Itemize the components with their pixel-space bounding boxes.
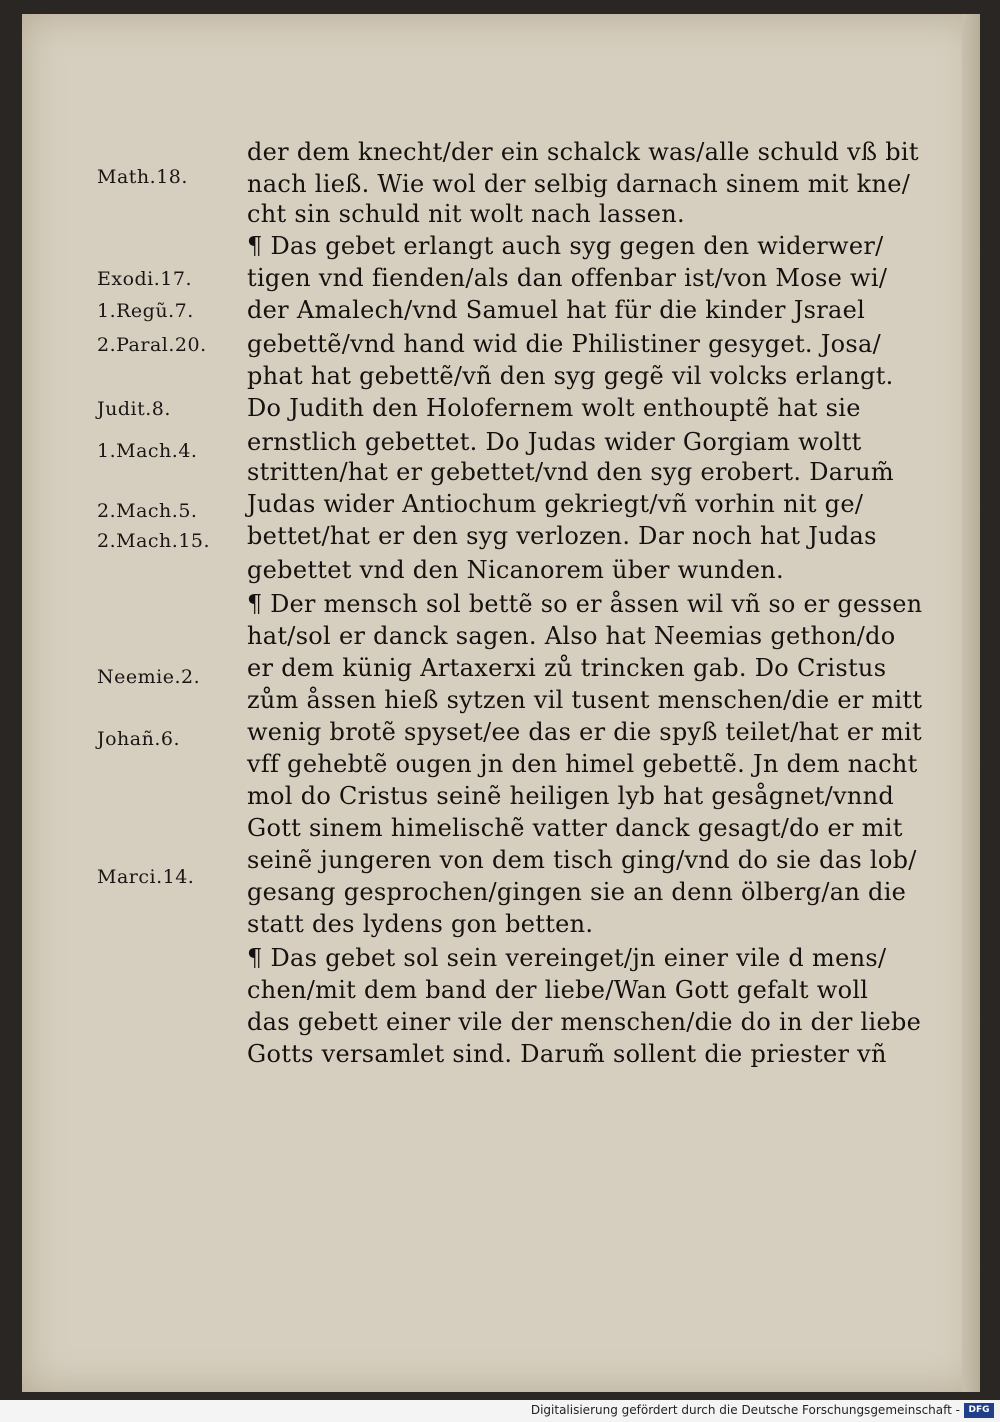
- margin-reference: 2.Mach.5.: [97, 500, 198, 522]
- text-line: Gott sinem himelischẽ vatter danck gesagt/do er mit: [247, 814, 903, 842]
- text-line: Gotts versamlet sind. Darum̃ sollent die priester vñ: [247, 1040, 887, 1068]
- text-line: gebettẽ/vnd hand wid die Philistiner gesyget. Josa/: [247, 330, 882, 358]
- text-line: Judas wider Antiochum gekriegt/vñ vorhin nit ge/: [247, 490, 864, 518]
- margin-reference: 2.Paral.20.: [97, 334, 207, 356]
- margin-reference: Judit.8.: [97, 398, 171, 420]
- margin-reference: Math.18.: [97, 166, 188, 188]
- text-line: stritten/hat er gebettet/vnd den syg erobert. Darum̃: [247, 458, 894, 486]
- text-line: wenig brotẽ spyset/ee das er die spyß teilet/hat er mit: [247, 718, 922, 746]
- footer-bar: [0, 1400, 1000, 1422]
- funding-credit: Digitalisierung gefördert durch die Deutsche Forschungsgemeinschaft -: [530, 1403, 960, 1417]
- text-line: der dem knecht/der ein schalck was/alle schuld vß bit: [247, 138, 919, 166]
- text-line: tigen vnd fienden/als dan offenbar ist/von Mose wi/: [247, 264, 888, 292]
- text-line: bettet/hat er den syg verlozen. Dar noch hat Judas: [247, 522, 877, 550]
- margin-reference: 1.Mach.4.: [97, 440, 198, 462]
- text-line: cht sin schuld nit wolt nach lassen.: [247, 200, 685, 228]
- text-line: ¶ Das gebet erlangt auch syg gegen den widerwer/: [247, 232, 884, 260]
- text-line: hat/sol er danck sagen. Also hat Neemias gethon/do: [247, 622, 896, 650]
- text-line: chen/mit dem band der liebe/Wan Gott gefalt woll: [247, 976, 869, 1004]
- margin-reference: 2.Mach.15.: [97, 530, 211, 552]
- page-edge: [962, 14, 980, 1392]
- margin-reference: Marci.14.: [97, 866, 195, 888]
- text-line: vff gehebtẽ ougen jn den himel gebettẽ. Jn dem nacht: [247, 750, 918, 778]
- text-line: er dem künig Artaxerxi zů trincken gab. Do Cristus: [247, 654, 887, 682]
- text-line: ¶ Der mensch sol bettẽ so er åssen wil vñ so er gessen: [247, 590, 923, 618]
- text-line: mol do Cristus seinẽ heiligen lyb hat gesågnet/vnnd: [247, 782, 894, 810]
- dfg-logo: DFG: [964, 1403, 994, 1418]
- text-line: gebettet vnd den Nicanorem über wunden.: [247, 556, 784, 584]
- text-line: ¶ Das gebet sol sein vereinget/jn einer vile d mens/: [247, 944, 887, 972]
- text-line: statt des lydens gon betten.: [247, 910, 594, 938]
- text-line: gesang gesprochen/gingen sie an denn ölberg/an die: [247, 878, 907, 906]
- margin-reference: Johañ.6.: [97, 728, 181, 750]
- text-line: phat hat gebettẽ/vñ den syg gegẽ vil volcks erlangt.: [247, 362, 894, 390]
- text-line: Do Judith den Holofernem wolt enthouptẽ hat sie: [247, 394, 861, 422]
- text-line: der Amalech/vnd Samuel hat für die kinder Jsrael: [247, 296, 866, 324]
- text-line: zům åssen hieß sytzen vil tusent menschen/die er mitt: [247, 686, 923, 714]
- text-line: seinẽ jungeren von dem tisch ging/vnd do sie das lob/: [247, 846, 917, 874]
- text-line: nach ließ. Wie wol der selbig darnach sinem mit kne/: [247, 170, 911, 198]
- text-line: das gebett einer vile der menschen/die do in der liebe: [247, 1008, 922, 1036]
- margin-reference: Exodi.17.: [97, 268, 193, 290]
- margin-reference: 1.Regũ.7.: [97, 300, 194, 322]
- margin-reference: Neemie.2.: [97, 666, 201, 688]
- text-line: ernstlich gebettet. Do Judas wider Gorgiam woltt: [247, 428, 862, 456]
